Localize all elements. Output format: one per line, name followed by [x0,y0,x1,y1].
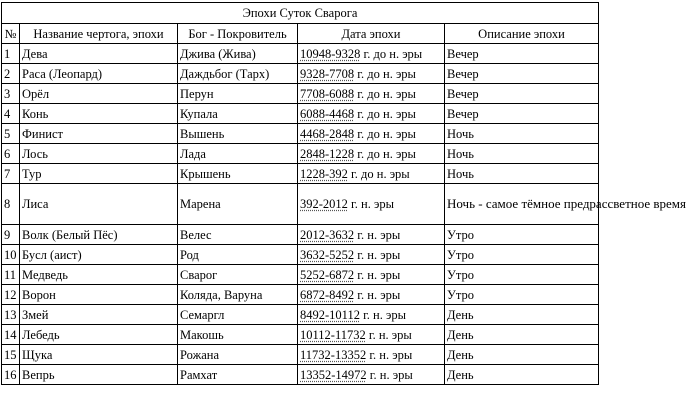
row-date-range: 2012-3632 [300,227,355,242]
row-patron-god: Лада [178,144,298,164]
row-number: 15 [2,345,20,365]
table-row [2,345,599,365]
table-row [2,144,599,164]
row-hall-name: Дева [20,44,178,64]
row-date-era: г. до н. эры [354,106,416,121]
row-epoch-date [298,144,445,164]
row-date-era: г. н. эры [354,227,401,242]
header-epoch-date: Дата эпохи [298,24,445,44]
row-patron-god: Крышень [178,164,298,184]
row-hall-name: Змей [20,305,178,325]
row-patron-god: Даждьбог (Тарх) [178,64,298,84]
row-epoch-date [298,285,445,305]
row-date-range: 11732-13352 [300,347,367,362]
row-hall-name: Лось [20,144,178,164]
row-epoch-description: День [445,325,599,345]
row-number: 6 [2,144,20,164]
row-date-era: г. до н. эры [360,46,423,61]
row-hall-name: Лебедь [20,325,178,345]
table-row [2,184,599,225]
row-patron-god: Перун [178,84,298,104]
row-epoch-date [298,345,445,365]
row-date-era: г. н. эры [366,367,413,382]
row-hall-name: Орёл [20,84,178,104]
row-date-era: г. н. эры [365,327,412,342]
row-epoch-description: Вечер [445,104,599,124]
row-epoch-description: Утро [445,285,599,305]
table-row [2,325,599,345]
row-date-era: г. до н. эры [354,146,416,161]
row-epoch-description: Утро [445,245,599,265]
header-hall-name: Название чертога, эпохи [20,24,178,44]
row-number: 1 [2,44,20,64]
header-number: № [2,24,20,44]
row-epoch-description: Вечер [445,44,599,64]
row-patron-god: Марена [178,184,298,225]
row-epoch-description: Ночь [445,124,599,144]
table-row [2,225,599,245]
row-epoch-date [298,64,445,84]
row-hall-name: Бусл (аист) [20,245,178,265]
row-date-range: 4468-2848 [300,126,355,141]
row-date-era: г. до н. эры [354,86,416,101]
row-epoch-date [298,305,445,325]
row-number: 13 [2,305,20,325]
row-date-era: г. до н. эры [354,126,416,141]
row-patron-god: Купала [178,104,298,124]
row-epoch-description: День [445,345,599,365]
table-row [2,64,599,84]
row-date-era: г. н. эры [354,247,401,262]
epochs-table-body [2,3,686,385]
row-date-era: г. н. эры [359,307,406,322]
header-epoch-description: Описание эпохи [445,24,599,44]
row-date-era: г. н. эры [354,267,401,282]
row-epoch-description: Ночь [445,144,599,164]
row-date-range: 6872-8492 [300,287,355,302]
row-patron-god: Джива (Жива) [178,44,298,64]
row-epoch-description: Ночь - самое тёмное предрассветное время [445,184,599,225]
row-epoch-date [298,124,445,144]
row-hall-name: Конь [20,104,178,124]
table-row [2,124,599,144]
row-hall-name: Раса (Леопард) [20,64,178,84]
row-epoch-description: День [445,305,599,325]
table-row [2,164,599,184]
row-number: 4 [2,104,20,124]
row-date-era: г. н. эры [366,347,413,362]
row-date-range: 10112-11732 [300,327,366,342]
row-hall-name: Щука [20,345,178,365]
row-patron-god: Род [178,245,298,265]
row-date-range: 8492-10112 [300,307,360,322]
row-number: 11 [2,265,20,285]
row-epoch-date [298,104,445,124]
row-number: 2 [2,64,20,84]
row-date-range: 2848-1228 [300,146,355,161]
row-number: 3 [2,84,20,104]
row-patron-god: Макошь [178,325,298,345]
row-number: 8 [2,184,20,225]
row-date-range: 9328-7708 [300,66,355,81]
row-number: 10 [2,245,20,265]
row-epoch-description: Утро [445,265,599,285]
header-row [2,24,599,44]
row-hall-name: Тур [20,164,178,184]
row-number: 12 [2,285,20,305]
row-date-era: г. до н. эры [347,166,410,181]
row-epoch-date [298,84,445,104]
row-date-range: 392-2012 [300,197,348,211]
table-row [2,265,599,285]
table-row [2,104,599,124]
row-hall-name: Волк (Белый Пёс) [20,225,178,245]
row-date-range: 1228-392 [300,166,348,181]
row-epoch-date [298,365,445,385]
row-patron-god: Коляда, Варуна [178,285,298,305]
table-row [2,84,599,104]
table-row [2,245,599,265]
table-row [2,365,599,385]
table-row [2,44,599,64]
row-number: 5 [2,124,20,144]
row-hall-name: Ворон [20,285,178,305]
row-epoch-date [298,245,445,265]
row-date-range: 10948-9328 [300,46,361,61]
row-epoch-description: Ночь [445,164,599,184]
row-patron-god: Вышень [178,124,298,144]
row-epoch-date [298,225,445,245]
row-number: 9 [2,225,20,245]
table-title: Эпохи Суток Сварога [2,3,599,24]
row-epoch-date [298,265,445,285]
row-epoch-date [298,325,445,345]
row-date-era: г. до н. эры [354,66,416,81]
table-row [2,305,599,325]
row-date-range: 6088-4468 [300,106,355,121]
row-patron-god: Сварог [178,265,298,285]
row-hall-name: Лиса [20,184,178,225]
row-epoch-description: Утро [445,225,599,245]
row-epoch-description: День [445,365,599,385]
row-hall-name: Медведь [20,265,178,285]
row-epoch-date [298,44,445,64]
row-hall-name: Вепрь [20,365,178,385]
row-epoch-date [298,164,445,184]
row-number: 14 [2,325,20,345]
row-patron-god: Рамхат [178,365,298,385]
row-date-era: г. н. эры [354,287,401,302]
epochs-table [1,2,686,385]
row-patron-god: Семаргл [178,305,298,325]
row-epoch-date [298,184,445,225]
row-date-range: 7708-6088 [300,86,355,101]
row-hall-name: Финист [20,124,178,144]
row-patron-god: Велес [178,225,298,245]
row-date-range: 3632-5252 [300,247,355,262]
row-date-range: 13352-14972 [300,367,367,382]
row-number: 7 [2,164,20,184]
row-number: 16 [2,365,20,385]
row-date-era: г. н. эры [347,197,394,211]
row-date-range: 5252-6872 [300,267,355,282]
title-row [2,3,599,24]
row-epoch-description: Вечер [445,64,599,84]
header-patron-god: Бог - Покровитель [178,24,298,44]
table-row [2,285,599,305]
row-epoch-description: Вечер [445,84,599,104]
row-patron-god: Рожана [178,345,298,365]
